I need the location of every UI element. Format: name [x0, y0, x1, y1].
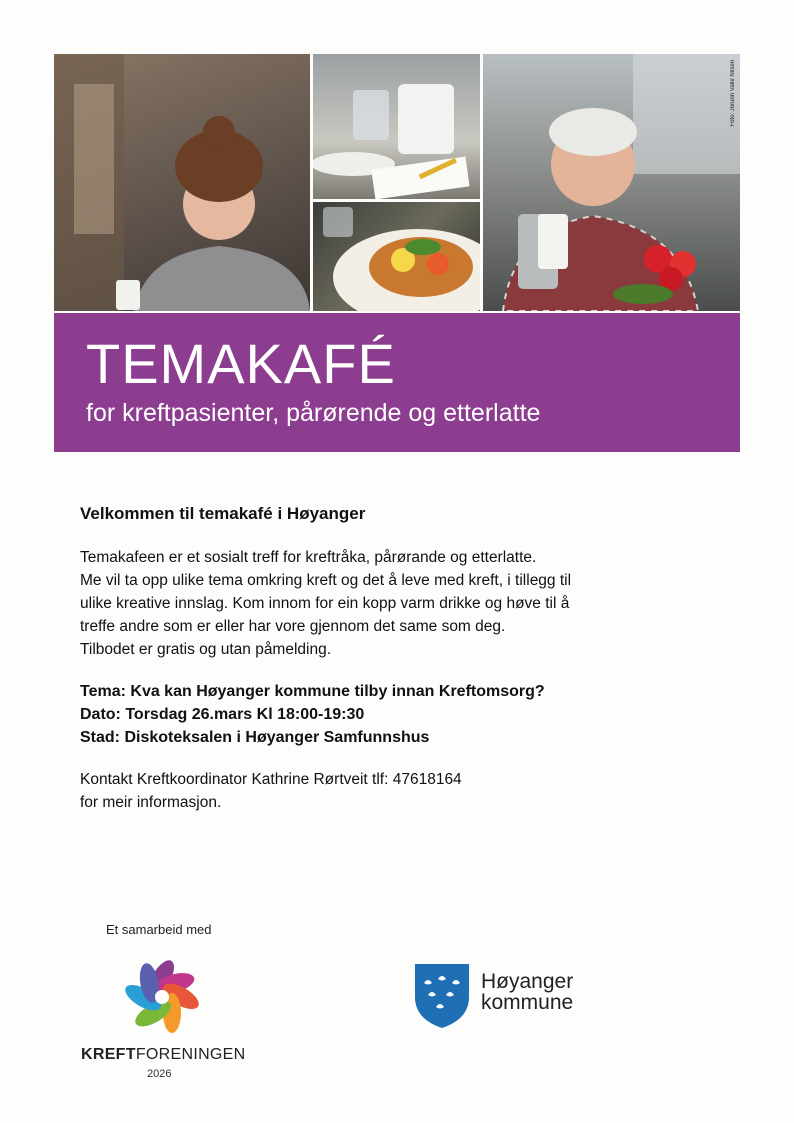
collaboration-label: Et samarbeid med	[106, 922, 212, 937]
contact-line: Kontakt Kreftkoordinator Kathrine Rørtveit tlf: 47618164	[80, 771, 462, 788]
kreftforeningen-wordmark	[81, 1046, 246, 1064]
intro-line: Me vil ta opp ulike tema omkring kreft og det å leve med kreft, i tillegg til	[80, 572, 572, 589]
hoyanger-name-line2: kommune	[481, 991, 574, 1014]
hoyanger-coat-of-arms-icon	[414, 963, 470, 1029]
event-details	[80, 680, 720, 749]
kreftforeningen-rest: FORENINGEN	[135, 1046, 246, 1063]
intro-paragraph	[80, 546, 720, 661]
contact-line: for meir informasjon.	[80, 794, 222, 811]
intro-line: treffe andre som er eller har vore gjennom det same som deg.	[80, 618, 506, 635]
event-topic: Tema: Kva kan Høyanger kommune tilby innan Kreftomsorg?	[80, 683, 545, 700]
intro-line: ulike kreative innslag. Kom innom for ein kopp varm drikke og høve til å	[80, 595, 570, 612]
banner-subtitle: for kreftpasienter, pårørende og etterlatte	[86, 399, 541, 427]
kreftforeningen-year: 2026	[147, 1068, 172, 1080]
intro-line: Temakafeen er et sosialt treff for kreftråka, pårørande og etterlatte.	[80, 549, 537, 566]
intro-line: Tilbodet er gratis og utan påmelding.	[80, 641, 332, 658]
welcome-heading: Velkommen til temakafé i Høyanger	[80, 504, 366, 523]
hoyanger-wordmark	[481, 971, 573, 1013]
photo-man-with-flowers	[483, 54, 740, 311]
main-content	[80, 504, 720, 814]
photo-collage	[54, 54, 740, 311]
photo-open-sandwich	[313, 202, 480, 311]
photo-cups-and-notepad	[313, 54, 480, 199]
hoyanger-name-line1: Høyanger	[481, 970, 574, 993]
banner-title: TEMAKAFÉ	[86, 332, 396, 395]
contact-info	[80, 768, 720, 814]
event-date: Dato: Torsdag 26.mars Kl 18:00-19:30	[80, 706, 365, 723]
photo-credit: Foto: Jorunn Valle Nilsen	[730, 60, 736, 127]
kreftforeningen-bold: KREFT	[81, 1046, 136, 1063]
event-place: Stad: Diskoteksalen i Høyanger Samfunnshus	[80, 729, 430, 746]
kreftforeningen-flower-logo	[120, 955, 205, 1040]
title-banner	[54, 313, 740, 452]
photo-woman-with-cup	[54, 54, 310, 311]
